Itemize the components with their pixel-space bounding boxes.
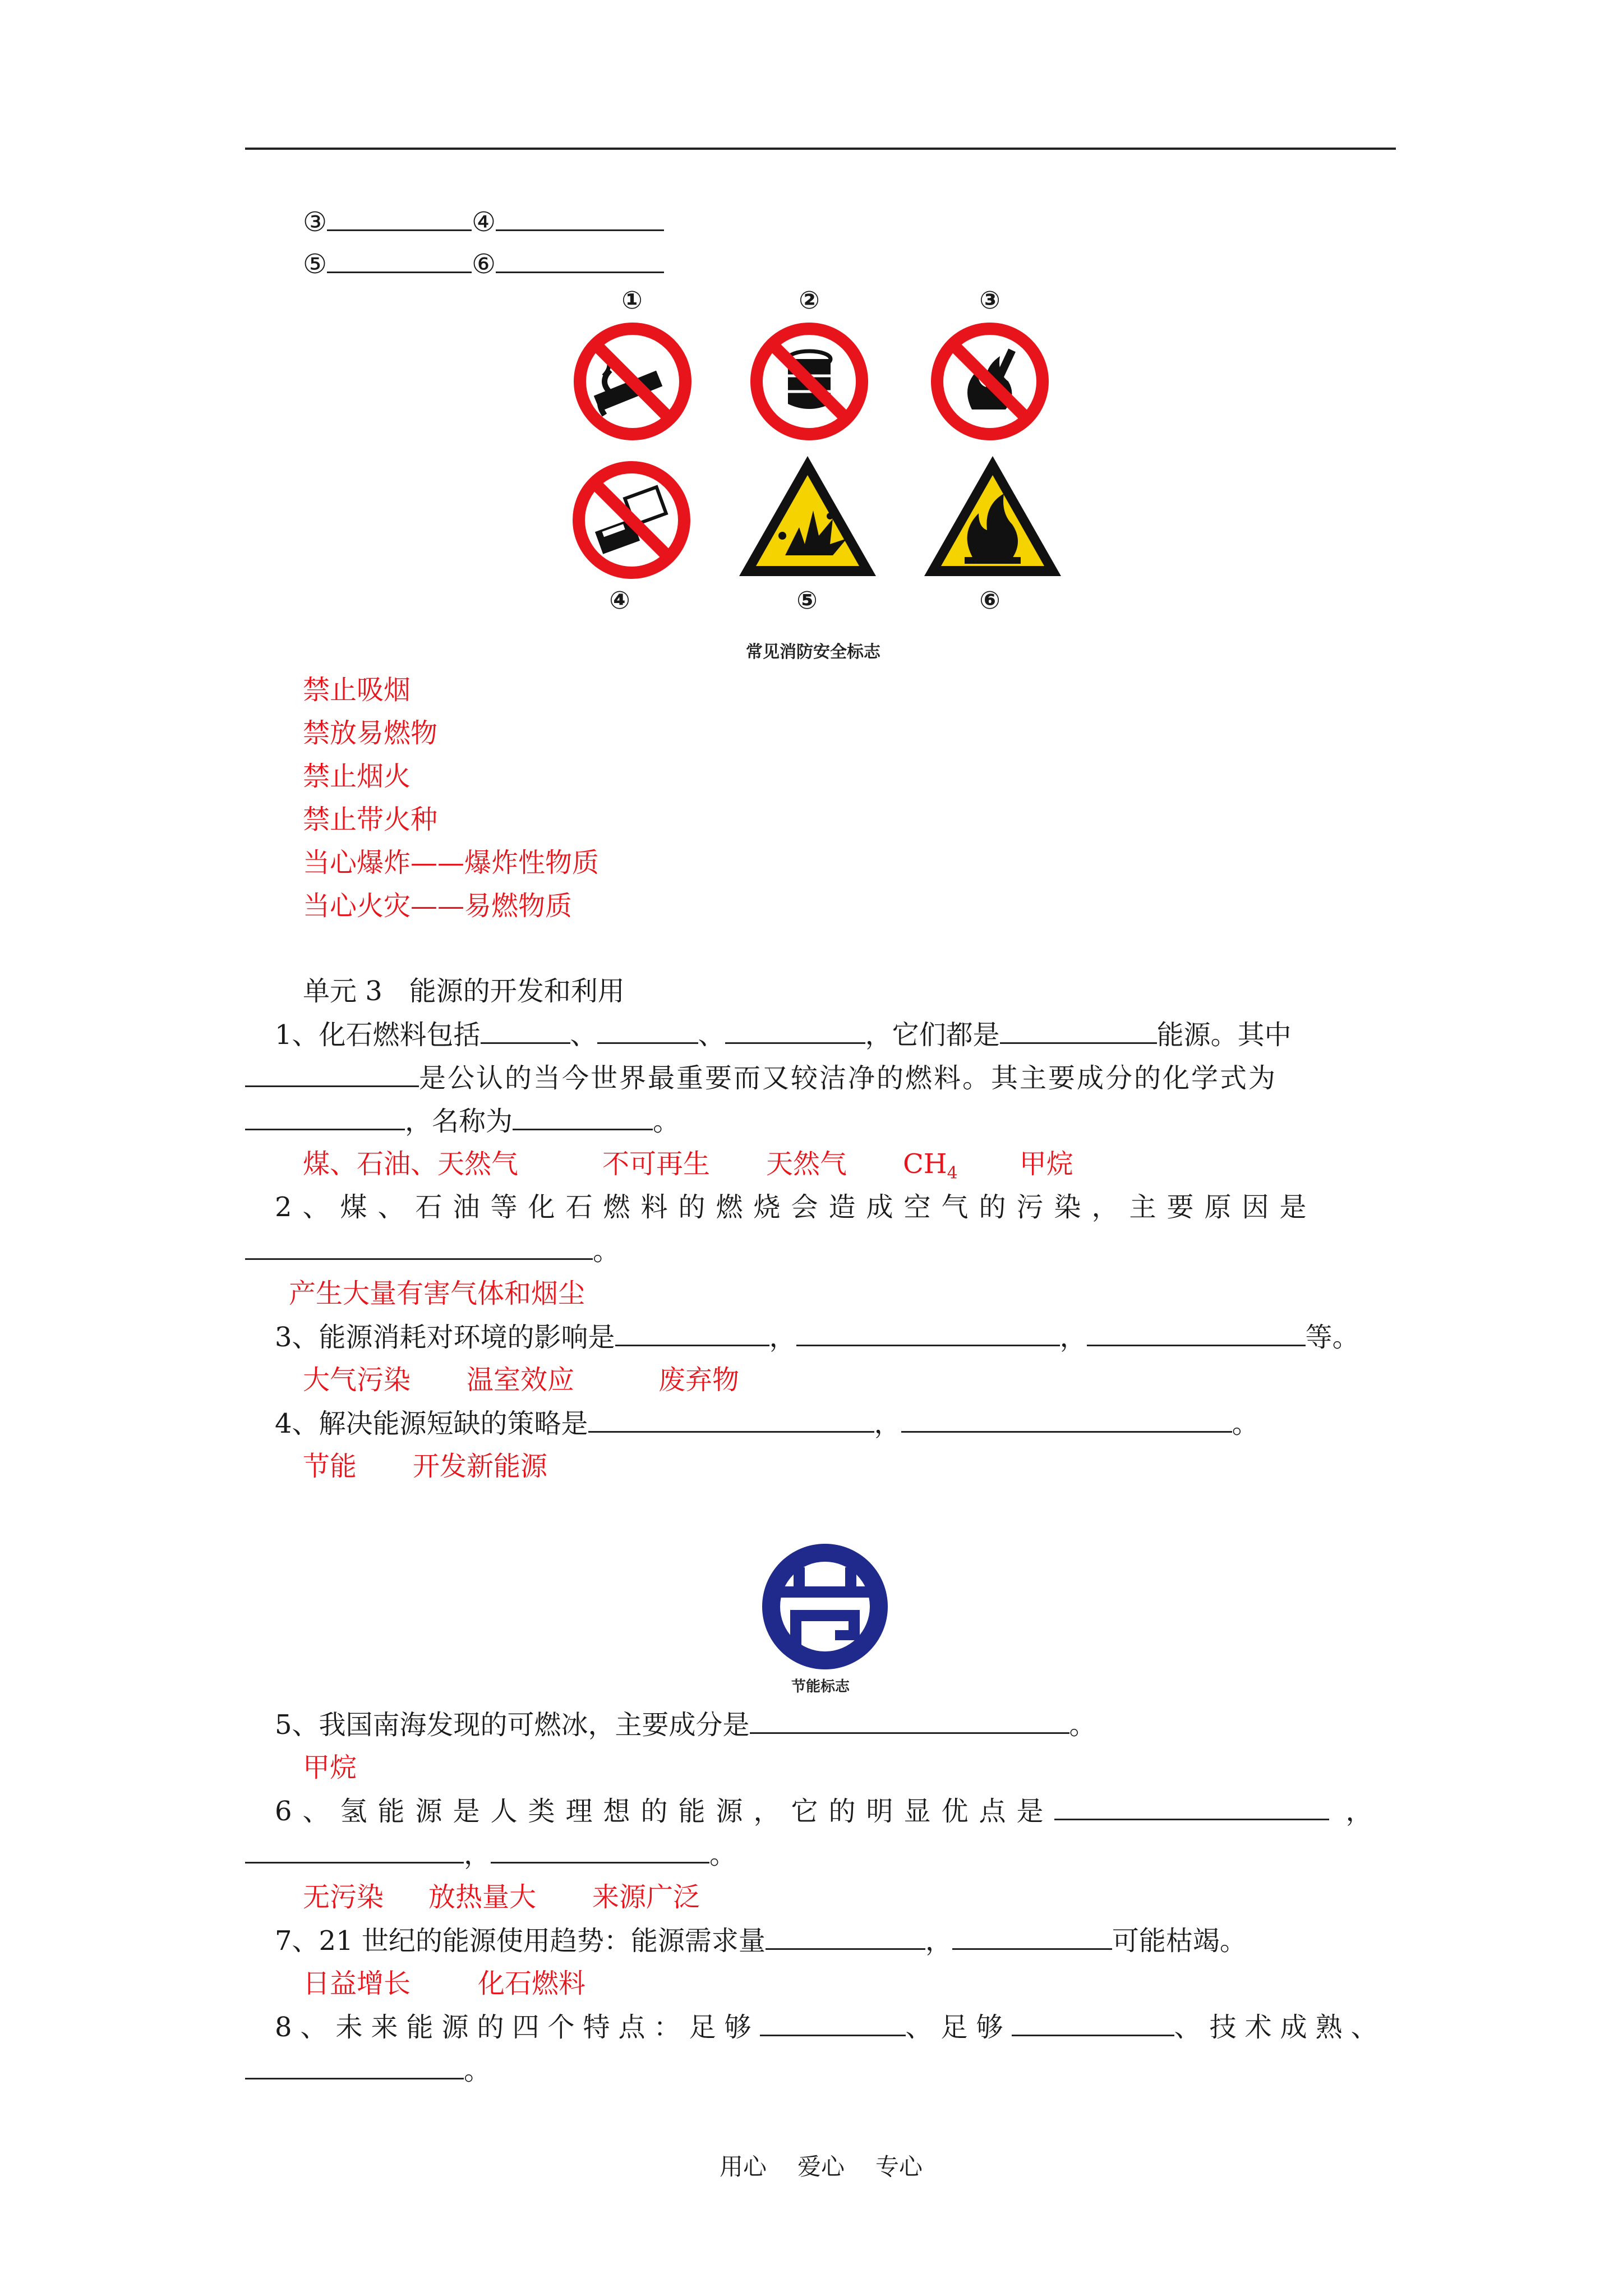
no-open-flame-sign-icon bbox=[928, 320, 1052, 443]
question-6-answers: 无污染 放热量大 来源广泛 bbox=[303, 1881, 700, 1913]
energy-saving-logo bbox=[748, 1540, 902, 1695]
no-flammables-sign-icon bbox=[748, 320, 871, 443]
question-6-line-2: ， 。 bbox=[245, 1837, 736, 1871]
answer-blank bbox=[496, 205, 664, 231]
answer-blank bbox=[327, 205, 472, 231]
sign-number-1: ① bbox=[621, 286, 643, 315]
sign-answer-4: 禁止带火种 bbox=[303, 804, 438, 835]
sign-answer-3: 禁止烟火 bbox=[303, 761, 411, 792]
signs-caption: 常见消防安全标志 bbox=[746, 642, 880, 662]
question-2-answer: 产生大量有害气体和烟尘 bbox=[289, 1278, 585, 1309]
fire-warning-sign-icon bbox=[920, 452, 1066, 581]
question-4-line: 4、解决能源短缺的策略是 ， 。 bbox=[275, 1406, 1259, 1441]
question-4-answers: 节能 开发新能源 bbox=[303, 1451, 548, 1482]
circle-number: ③ bbox=[303, 206, 328, 238]
answer-blank bbox=[327, 247, 472, 273]
question-6-line-1: 6、氢能源是人类理想的能源，它的明显优点是 ， bbox=[275, 1794, 1373, 1828]
question-3-answers: 大气污染 温室效应 废弃物 bbox=[303, 1364, 740, 1396]
sign-answer-1: 禁止吸烟 bbox=[303, 674, 411, 706]
circle-number: ④ bbox=[472, 206, 496, 238]
answer-blank bbox=[1000, 1018, 1157, 1044]
answer-blank bbox=[496, 247, 664, 273]
answer-blank bbox=[760, 2010, 906, 2036]
header-rule bbox=[245, 148, 1396, 150]
no-matches-sign-icon bbox=[570, 458, 693, 582]
answer-blank bbox=[1012, 2010, 1174, 2036]
question-1-answers: 煤、石油、天然气 不可再生 天然气 $CH_4$ 甲烷 bbox=[303, 1148, 1073, 1183]
answer-blank bbox=[766, 1924, 925, 1950]
sign-answer-6: 当心火灾——易燃物质 bbox=[303, 890, 573, 922]
sign-answer-2: 禁放易燃物 bbox=[303, 717, 438, 749]
sign-number-4: ④ bbox=[609, 586, 630, 615]
circle-number: ⑥ bbox=[472, 249, 496, 280]
answer-blank bbox=[1054, 1794, 1329, 1820]
question-1-line-2: 是公认的当今世界最重要而又较洁净的燃料。其主要成分的化学式为 bbox=[245, 1061, 1277, 1095]
answer-blank bbox=[245, 1061, 419, 1087]
answer-blank bbox=[245, 1234, 593, 1260]
energy-saving-logo-icon bbox=[748, 1540, 902, 1675]
answer-blank bbox=[901, 1406, 1232, 1433]
question-7-line: 7、21 世纪的能源使用趋势：能源需求量 ， 可能枯竭。 bbox=[275, 1924, 1247, 1958]
question-1-line-3: ，名称为 。 bbox=[245, 1104, 680, 1138]
answer-blank bbox=[245, 2053, 464, 2079]
answer-blank bbox=[615, 1320, 769, 1346]
answer-blank bbox=[796, 1320, 1060, 1346]
answer-blank bbox=[481, 1018, 570, 1044]
question-8-line-1: 8、未来能源的四个特点：足够 、足够 、技术成熟、 bbox=[275, 2010, 1386, 2044]
answer-blank bbox=[588, 1406, 874, 1433]
answer-blank bbox=[245, 1837, 464, 1864]
question-5-answer: 甲烷 bbox=[303, 1752, 357, 1783]
sign-number-6: ⑥ bbox=[979, 586, 1000, 615]
question-8-line-2: 。 bbox=[245, 2053, 491, 2087]
answer-blank bbox=[725, 1018, 865, 1044]
blank-row-5-6 bbox=[303, 247, 664, 281]
sign-number-2: ② bbox=[799, 286, 820, 315]
question-5-line: 5、我国南海发现的可燃冰，主要成分是 。 bbox=[275, 1708, 1096, 1742]
unit-title: 单元 3 能源的开发和利用 bbox=[303, 976, 625, 1007]
page-footer: 用心 爱心 专心 bbox=[720, 2153, 923, 2180]
circle-number: ⑤ bbox=[303, 249, 328, 280]
logo-caption: 节能标志 bbox=[791, 1678, 850, 1695]
no-smoking-sign-icon bbox=[571, 320, 694, 443]
answer-blank bbox=[1087, 1320, 1306, 1346]
explosion-warning-sign-icon bbox=[735, 452, 880, 581]
fire-safety-signs-figure bbox=[561, 283, 1077, 676]
answer-blank bbox=[245, 1104, 405, 1130]
question-2-line-1: 2、煤、石油等化石燃料的燃烧会造成空气的污染，主要原因是 bbox=[275, 1191, 1317, 1223]
sign-answer-5: 当心爆炸——爆炸性物质 bbox=[303, 847, 600, 878]
question-2-line-2: 。 bbox=[245, 1234, 620, 1268]
chemical-formula: $CH_4$ bbox=[903, 1148, 958, 1183]
answer-blank bbox=[597, 1018, 698, 1044]
question-3-line: 3、能源消耗对环境的影响是 ， ， 等。 bbox=[275, 1320, 1359, 1354]
question-7-answers: 日益增长 化石燃料 bbox=[303, 1968, 586, 1999]
sign-number-3: ③ bbox=[979, 286, 1000, 315]
blank-row-3-4 bbox=[303, 205, 664, 239]
sign-number-5: ⑤ bbox=[796, 586, 818, 615]
answer-blank bbox=[750, 1708, 1069, 1734]
answer-blank bbox=[513, 1104, 653, 1130]
answer-blank bbox=[952, 1924, 1112, 1950]
answer-blank bbox=[491, 1837, 709, 1864]
question-1-line-1: 1、化石燃料包括 、 、 ，它们都是 能源。其中 bbox=[275, 1018, 1292, 1052]
